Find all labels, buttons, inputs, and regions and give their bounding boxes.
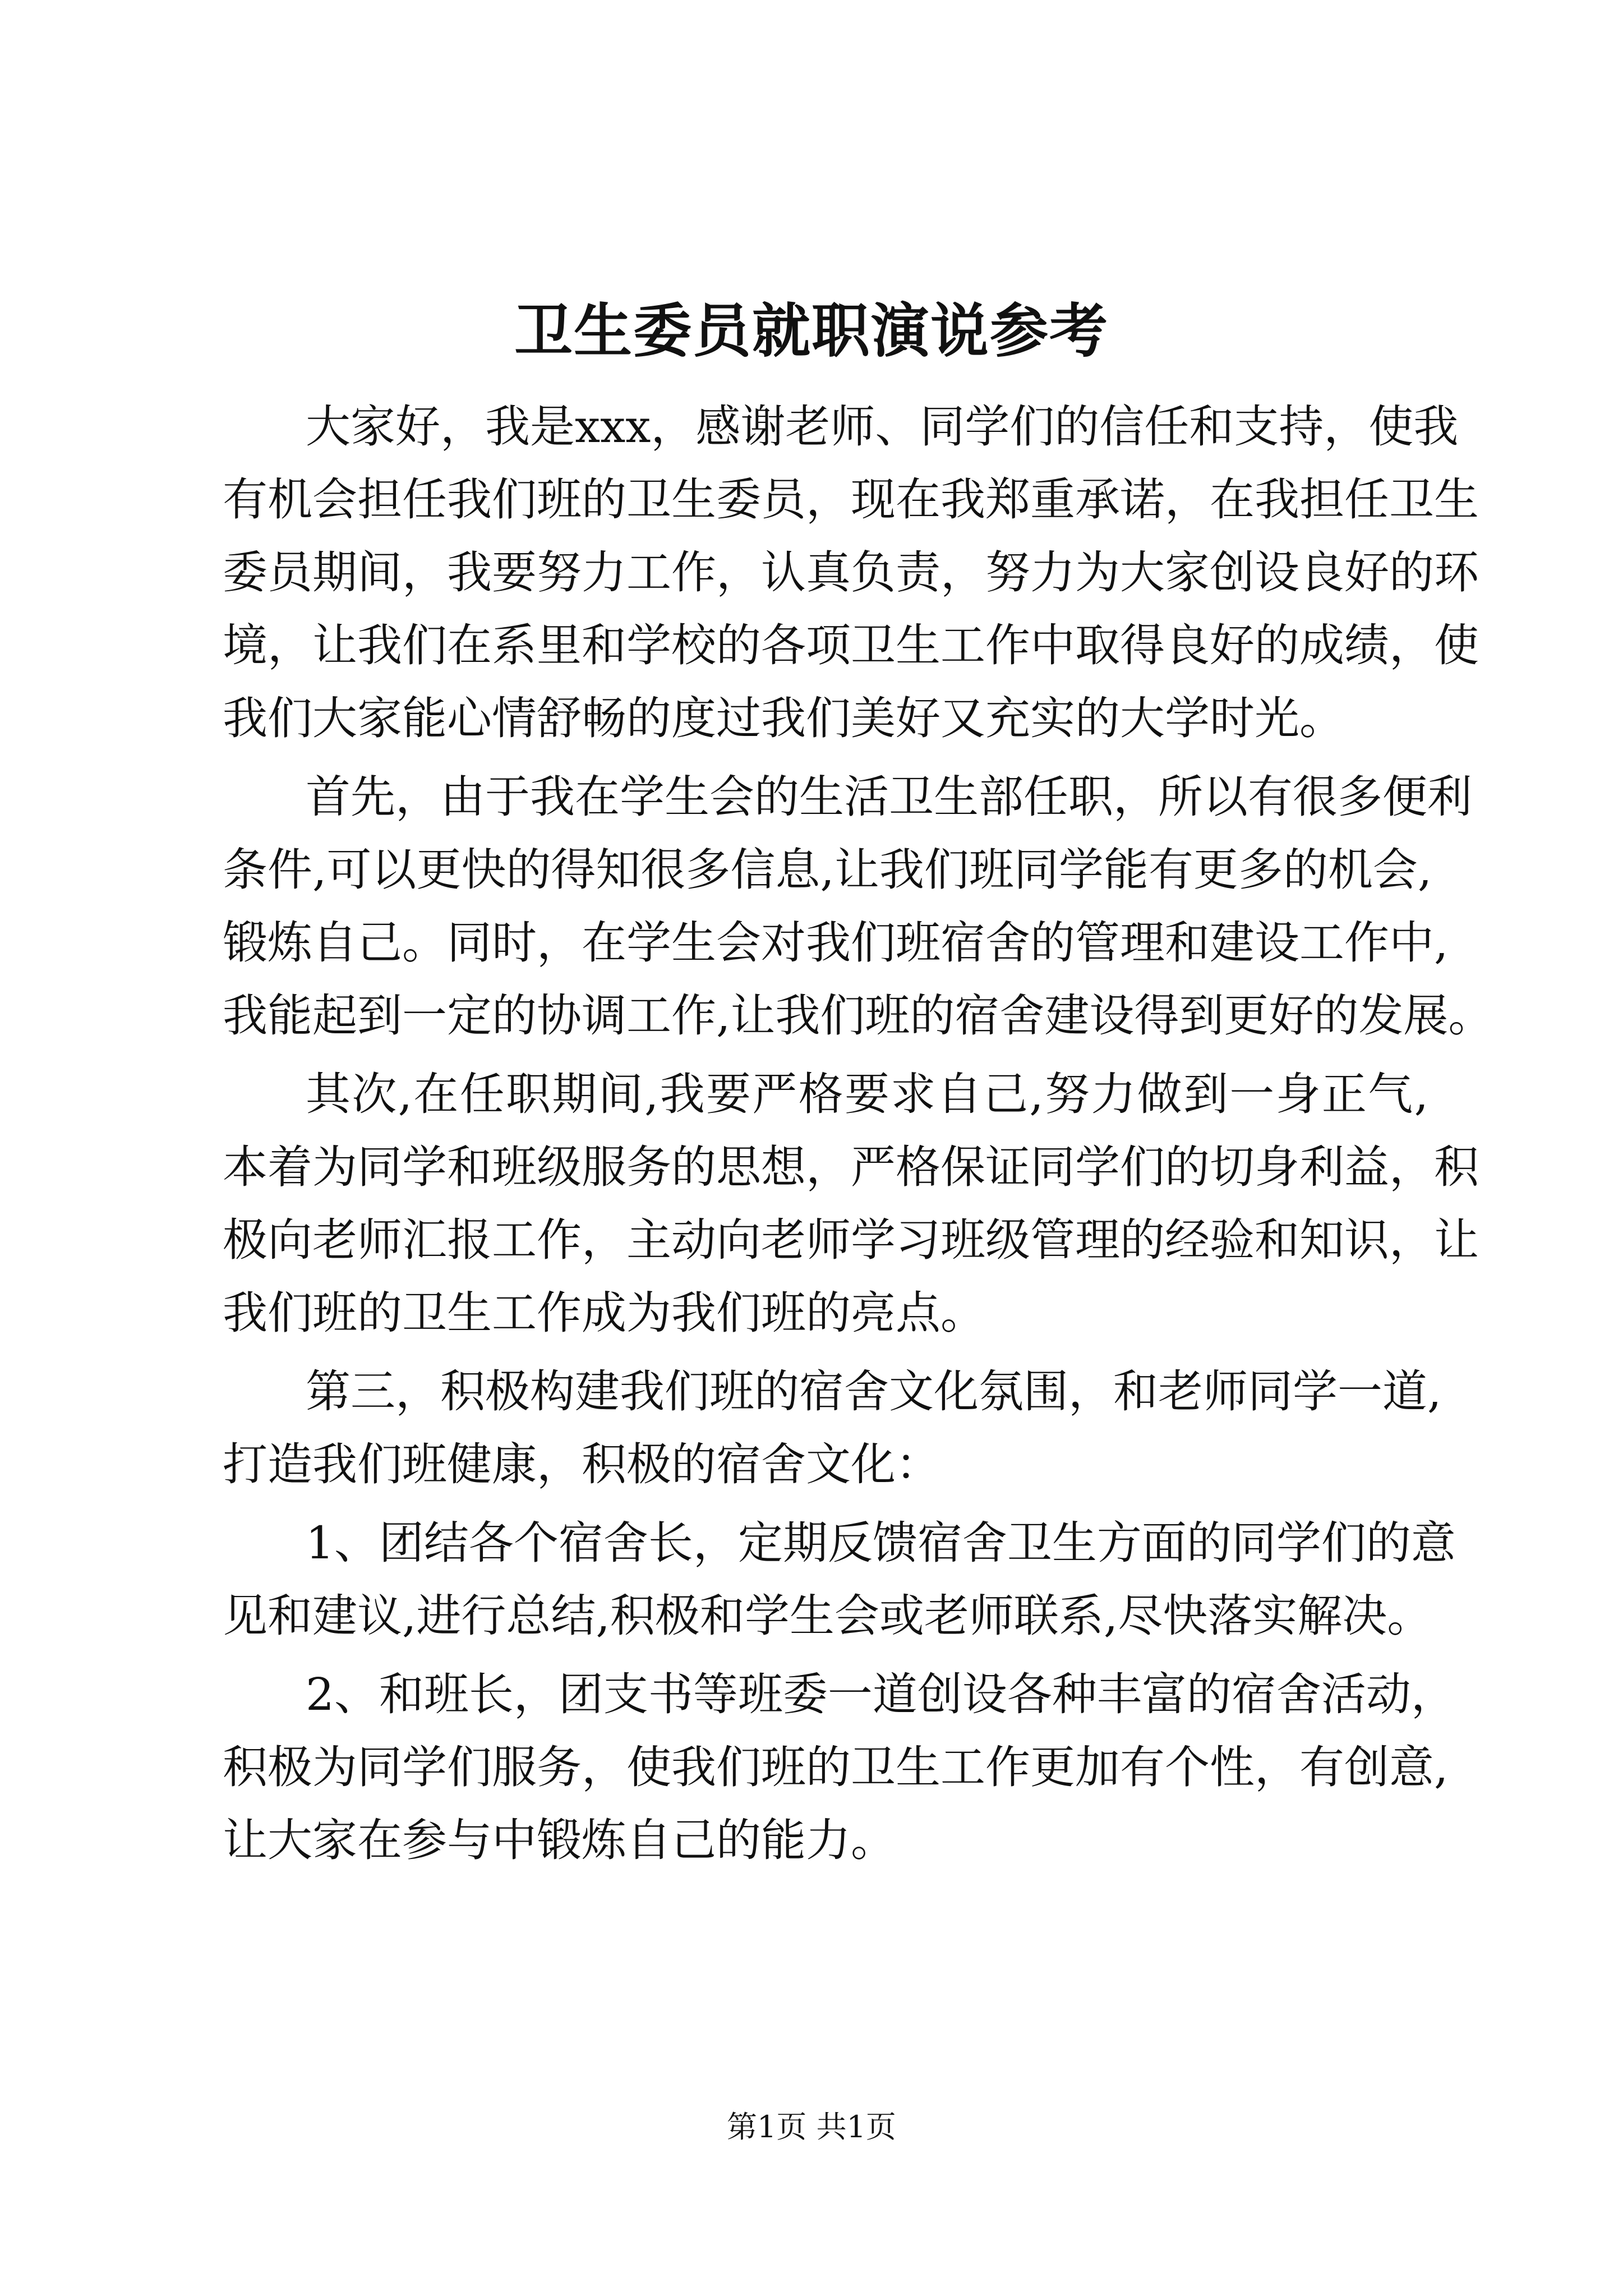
paragraph-line: 有机会担任我们班的卫生委员，现在我郑重承诺，在我担任卫生 — [223, 473, 1479, 526]
list-item-line: 让大家在参与中锻炼自己的能力。 — [223, 1814, 896, 1866]
list-item-line: 见和建议,进行总结,积极和学生会或老师联系,尽快落实解决。 — [223, 1590, 1432, 1642]
document-title: 卫生委员就职演说参考 — [514, 296, 1109, 365]
list-item-line: 1、团结各个宿舍长，定期反馈宿舍卫生方面的同学们的意 — [306, 1517, 1456, 1569]
list-item-line: 2、和班长，团支书等班委一道创设各种丰富的宿舍活动， — [306, 1668, 1456, 1720]
paragraph-line: 锻炼自己。同时，在学生会对我们班宿舍的管理和建设工作中, — [223, 917, 1449, 969]
paragraph-line: 我们大家能心情舒畅的度过我们美好又充实的大学时光。 — [223, 692, 1344, 744]
paragraph-line: 第三，积极构建我们班的宿舍文化氛围，和老师同学一道, — [306, 1365, 1442, 1418]
paragraph-line: 首先，由于我在学生会的生活卫生部任职，所以有很多便利 — [306, 771, 1472, 823]
list-item-line: 积极为同学们服务，使我们班的卫生工作更加有个性，有创意, — [223, 1741, 1449, 1793]
page-number-footer: 第1页 共1页 — [727, 2109, 896, 2145]
paragraph-line: 打造我们班健康，积极的宿舍文化： — [223, 1438, 940, 1490]
paragraph-line: 我们班的卫生工作成为我们班的亮点。 — [223, 1287, 985, 1339]
paragraph-line: 我能起到一定的协调工作,让我们班的宿舍建设得到更好的发展。 — [223, 990, 1493, 1042]
paragraph-line: 大家好，我是xxx，感谢老师、同学们的信任和支持，使我 — [306, 401, 1459, 453]
paragraph-line: 条件,可以更快的得知很多信息,让我们班同学能有更多的机会, — [223, 844, 1432, 896]
paragraph-line: 本着为同学和班级服务的思想，严格保证同学们的切身利益，积 — [223, 1141, 1479, 1193]
paragraph-line: 委员期间，我要努力工作，认真负责，努力为大家创设良好的环 — [223, 546, 1479, 599]
paragraph-line: 境，让我们在系里和学校的各项卫生工作中取得良好的成绩，使 — [223, 619, 1479, 671]
paragraph-line: 极向老师汇报工作，主动向老师学习班级管理的经验和知识，让 — [223, 1214, 1479, 1266]
paragraph-line: 其次,在任职期间,我要严格要求自己,努力做到一身正气, — [306, 1068, 1428, 1120]
